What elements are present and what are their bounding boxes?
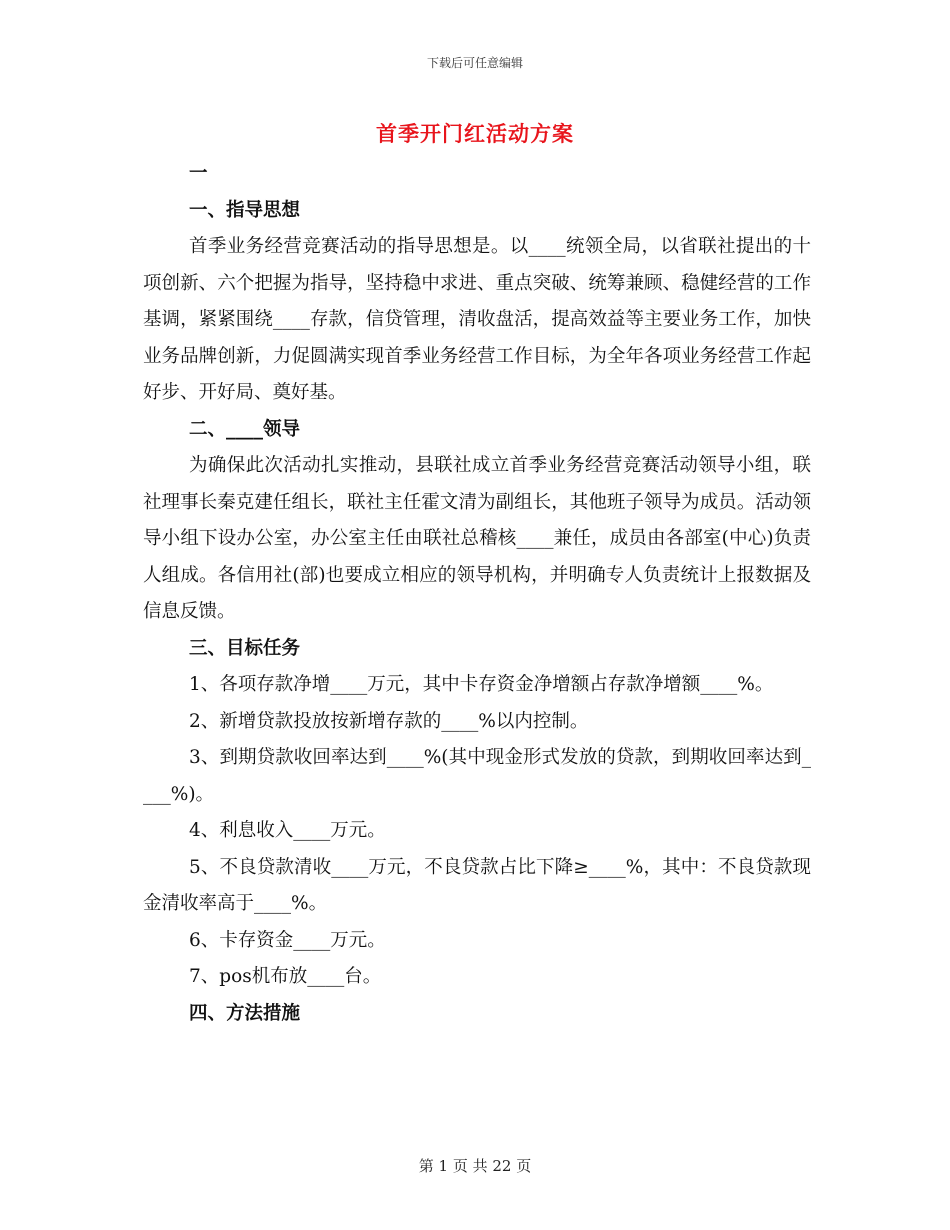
paragraph-guiding-thought: 首季业务经营竞赛活动的指导思想是。以____统领全局，以省联社提出的十项创新、六个把握为指导，坚持稳中求进、重点突破、统筹兼顾、稳健经营的工作基调，紧紧围绕____存款，信贷管理，清收盘活，提高效益等主要业务工作，加快业务品牌创新，力促圆满实现首季业务经营工作目标，为全年各项业务经营工作起好步、开好局、奠好基。 (143, 236, 811, 403)
target-item-new-loans: 2、新增贷款投放按新增存款的____%以内控制。 (189, 710, 589, 732)
target-item-loan-recovery: 3、到期贷款收回率达到____%(其中现金形式发放的贷款，到期收回率达到____%)。 (143, 747, 811, 805)
document-body (143, 156, 811, 1032)
document-title: 首季开门红活动方案 (376, 121, 574, 146)
paragraph-leadership: 为确保此次活动扎实推动，县联社成立首季业务经营竞赛活动领导小组，联社理事长秦克建任组长，联社主任霍文清为副组长，其他班子领导为成员。活动领导小组下设办公室，办公室主任由联社总稽核____兼任，成员由各部室(中心)负责人组成。各信用社(部)也要成立相应的领导机构，并明确专人负责统计上报数据及信息反馈。 (143, 455, 811, 622)
target-item-interest-income: 4、利息收入____万元。 (189, 820, 386, 841)
target-item-card-funds: 6、卡存资金____万元。 (189, 929, 386, 951)
target-item-pos-machines: 7、pos机布放____台。 (189, 966, 382, 987)
target-item-bad-loans: 5、不良贷款清收____万元，不良贷款占比下降≥____%，其中：不良贷款现金清收率高于____%。 (143, 856, 811, 914)
section-heading-leadership: 二、____领导 (189, 418, 301, 440)
section-heading-guiding-thought: 一、指导思想 (189, 199, 301, 221)
header-note: 下载后可任意编辑 (426, 56, 523, 70)
section-heading-methods: 四、方法措施 (189, 1002, 301, 1024)
section-heading-targets: 三、目标任务 (189, 637, 301, 659)
target-item-deposits: 1、各项存款净增____万元，其中卡存资金净增额占存款净增额____%。 (189, 674, 774, 695)
part-marker: 一 (189, 163, 208, 184)
page-number: 第 1 页 共 22 页 (418, 1157, 532, 1175)
